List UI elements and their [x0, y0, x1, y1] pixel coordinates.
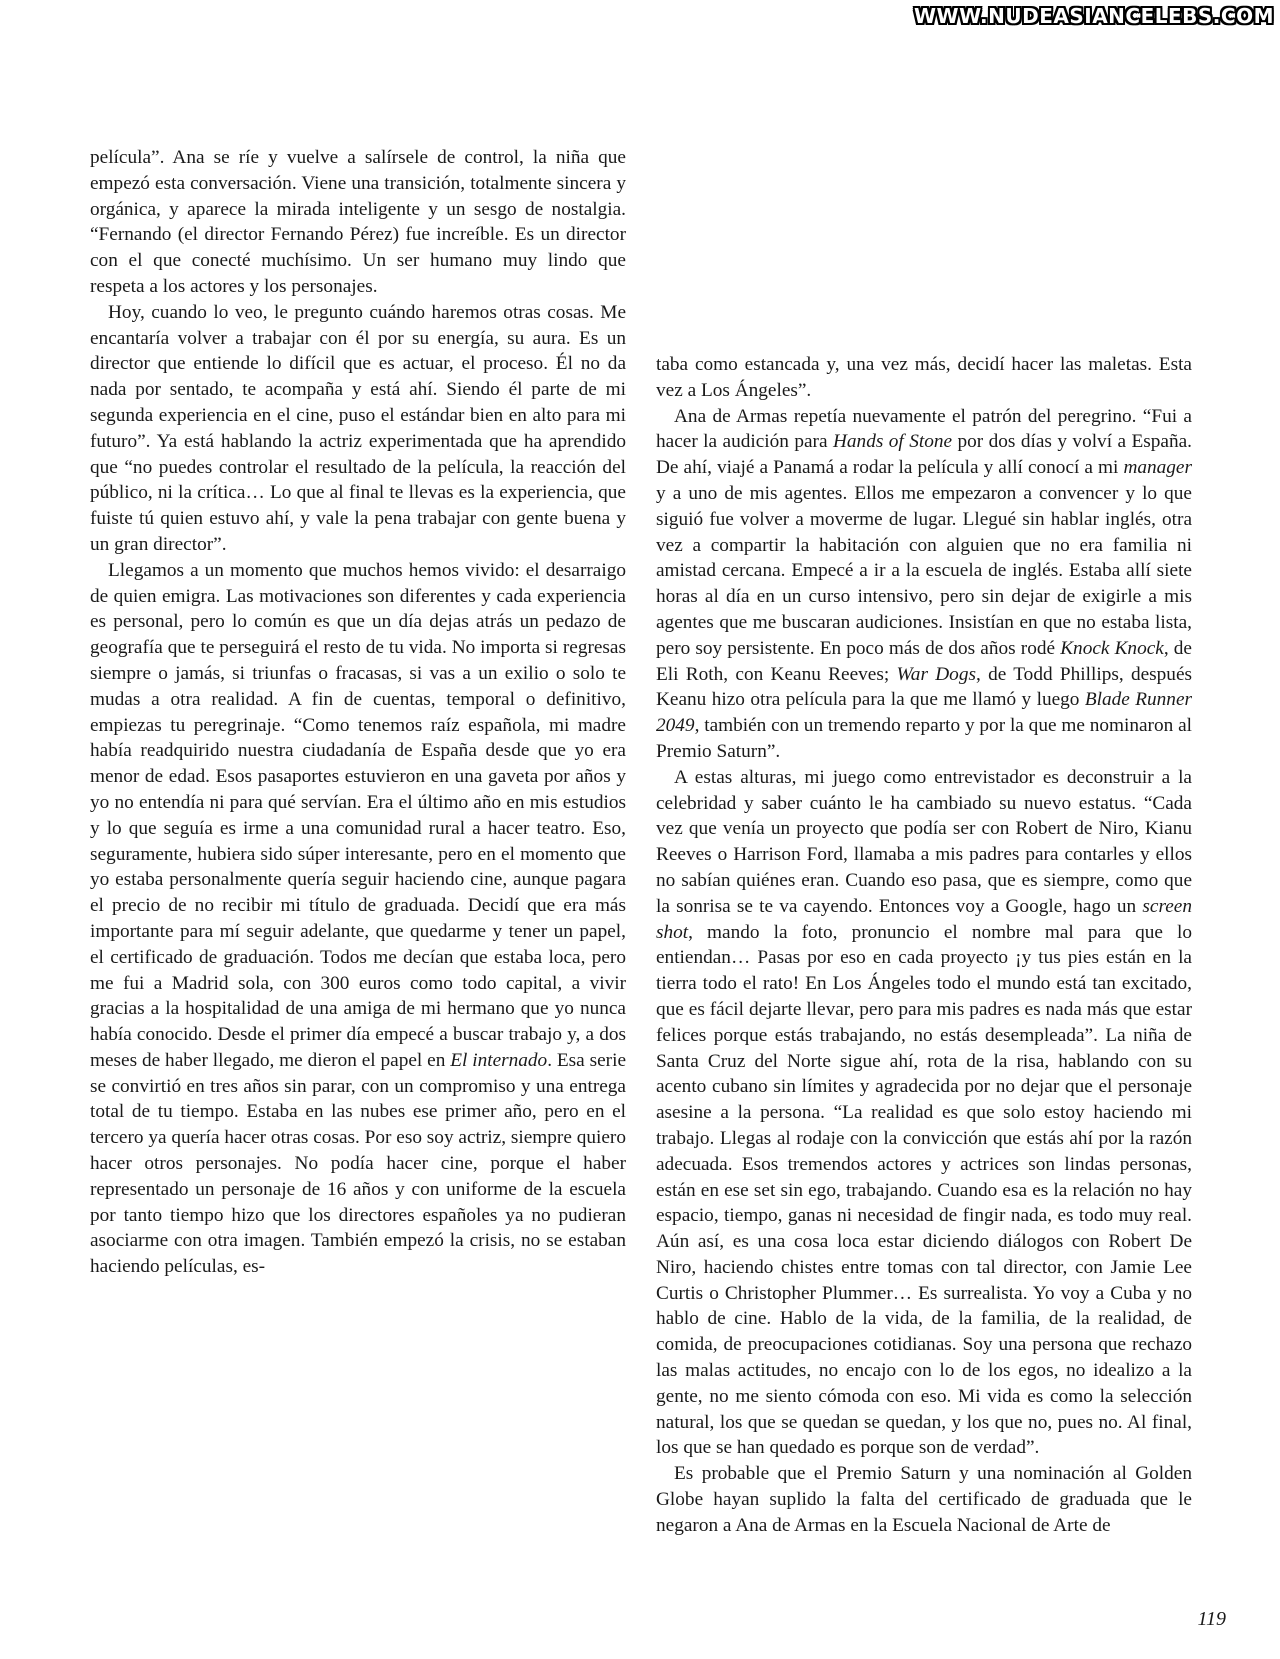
right-text-column [656, 352, 1192, 1539]
paragraph [90, 300, 626, 558]
left-text-column [90, 145, 626, 1280]
paragraph [656, 765, 1192, 1462]
italic-title: Hands of Stone [832, 431, 953, 453]
paragraph [656, 1461, 1192, 1538]
page-number: 119 [1197, 1608, 1226, 1630]
text-run: Llegamos a un momento que muchos hemos vivido: el desarraigo de quien emigra. Las motivaciones son diferentes y cada experiencia es personal, pero lo común es que un día dejas atrás un pedazo de geografía que te perseguirá el resto de tu vida. No importa si regresas siempre o jamás, si triunfas o fracasas, si vas a un exilio o solo te mudas a otra realidad. A fin de cuentas, temporal o definitivo, empiezas tu peregrinaje. “Como tenemos raíz española, mi madre había readquirido nuestra ciudadanía de España desde que yo era menor de edad. Esos pasaportes estuvieron en una gaveta por años y yo no entendía ni para qué servían. Era el último año en mis estudios y lo que seguía es irme a una comunidad rural a hacer teatro. Eso, seguramente, hubiera sido súper interesante, pero en el momento que yo estaba personalmente quería seguir haciendo cine, aunque pagara el precio de no recibir mi título de graduada. Decidí que era más importante para mí seguir adelante, que quedarme y tener un papel, el certificado de graduación. Todos me decían que estaba loca, pero me fui a Madrid sola, con 300 euros como todo capital, a vivir gracias a la hospitalidad de una amiga de mi hermano que yo nunca había conocido. Desde el primer día empecé a buscar trabajo y, a dos meses de haber llegado, me dieron el papel en [90, 559, 626, 1071]
text-run: , de Eli Roth, con Keanu Reeves; [656, 637, 1192, 685]
text-run: , mando la foto, pronuncio el nombre mal para que lo entiendan… Pasas por eso en cada proyecto ¡y tus pies están en la tierra todo el rato! En Los Ángeles todo el mundo está tan excitado, que es fácil dejarte llevar, pero para mis padres es nada más que estar felices porque estás trabajando, no estás desempleada”. La niña de Santa Cruz del Norte sigue ahí, rota de la risa, hablando con su acento cubano sin límites y agradecida por no dejar que el personaje asesine a la persona. “La realidad es que solo estoy haciendo mi trabajo. Llegas al rodaje con la convicción que estás ahí por la razón adecuada. Esos tremendos actores y actrices son lindas personas, están en ese set sin ego, trabajando. Cuando esa es la relación no hay espacio, tiempo, ganas ni necesidad de fingir nada, es todo muy real. Aún así, es una cosa loca estar diciendo diálogos con Robert De Niro, haciendo chistes entre tomas con tal director, con Jamie Lee Curtis o Christopher Plummer… Es surrealista. Yo voy a Cuba y no hablo de cine. Hablo de la vida, de la familia, de la realidad, de comida, de preocupaciones cotidianas. Soy una persona que rechazo las malas actitudes, no encajo con lo de los egos, no idealizo a la gente, no me siento cómoda con eso. Mi vida es como la selección natural, los que se quedan se quedan, y los que no, pues no. Al final, los que se han quedado es porque son de verdad”. [656, 921, 1192, 1459]
italic-title: El internado [450, 1049, 548, 1071]
text-run: , también con un tremendo reparto y por la que me nominaron al Premio Saturn”. [656, 715, 1192, 762]
text-run: taba como estancada y, una vez más, decidí hacer las maletas. Esta vez a Los Ángeles”. [656, 354, 1192, 401]
text-run: por dos días y volví a España. De ahí, viajé a Panamá a rodar la película y allí conocí a mi [656, 431, 1192, 479]
paragraph [656, 352, 1192, 404]
text-run: película”. Ana se ríe y vuelve a salírsele de control, la niña que empezó esta conversación. Viene una transición, totalmente sincera y orgánica, y aparece la mirada inteligente y un sesgo de nostalgia. “Fernando (el director Fernando Pérez) fue increíble. Es un director con el que conecté muchísimo. Un ser humano muy lindo que respeta a los actores y los personajes. [90, 147, 626, 297]
text-run: Hoy, cuando lo veo, le pregunto cuándo haremos otras cosas. Me encantaría volver a trabajar con él por su energía, su aura. Es un director que entiende lo difícil que es actuar, el proceso. Él no da nada por sentado, te acompaña y está ahí. Siendo él parte de mi segunda experiencia en el cine, puso el estándar bien en alto para mi futuro”. Ya está hablando la actriz experimentada que ha aprendido que “no puedes controlar el resultado de la película, la reacción del público, ni la crítica… Lo que al final te llevas es la experiencia, que fuiste tú quien estuvo ahí, y vale la pena trabajar con gente buena y un gran director”. [90, 301, 626, 555]
text-run: A estas alturas, mi juego como entrevistador es deconstruir a la celebridad y saber cuánto le ha cambiado su nuevo estatus. “Cada vez que venía un proyecto que podía ser con Robert de Niro, Kianu Reeves o Harrison Ford, llamaba a mis padres para contarles y ellos no sabían quiénes eran. Cuando eso pasa, que es siempre, como que la sonrisa se te va cayendo. Entonces voy a Google, hago un [656, 766, 1192, 917]
paragraph [90, 558, 626, 1280]
paragraph [656, 404, 1192, 765]
italic-word: manager [1123, 457, 1192, 479]
text-run: y a uno de mis agentes. Ellos me empezaron a convencer y lo que siguió fue volver a moverme de lugar. Llegué sin hablar inglés, otra vez a compartir la habitación con alguien que no era familia ni amistad cercana. Empecé a ir a la escuela de inglés. Estaba allí siete horas al día en un curso intensivo, pero sin dejar de exigirle a mis agentes que me buscaran audiciones. Insistían en que no estaba lista, pero soy persistente. En poco más de dos años rodé [656, 482, 1192, 659]
italic-title: Blade Runner 2049 [656, 689, 1192, 737]
italic-title: War Dogs [896, 663, 976, 685]
italic-title: Knock Knock [1060, 637, 1164, 659]
italic-word: screen shot [656, 895, 1192, 943]
paragraph [90, 145, 626, 300]
watermark-text: WWW.NUDEASIANCELEBS.COM [913, 4, 1274, 28]
text-run: . Esa serie se convirtió en tres años sin parar, con un compromiso y una entrega total de tu tiempo. Estaba en las nubes ese primer año, pero en el tercero ya quería hacer otras cosas. Por eso soy actriz, siempre quiero hacer otros personajes. No podía hacer cine, porque el haber representado un personaje de 16 años y con uniforme de la escuela por tanto tiempo hizo que los directores españoles ya no pudieran asociarme con otra imagen. También empezó la crisis, no se estaban haciendo películas, es- [90, 1049, 626, 1278]
text-run: Es probable que el Premio Saturn y una nominación al Golden Globe hayan suplido la falta del certificado de graduada que le negaron a Ana de Armas en la Escuela Nacional de Arte de [656, 1463, 1192, 1536]
text-run: , de Todd Phillips, después Keanu hizo otra película para la que me llamó y luego [656, 663, 1192, 711]
text-run: Ana de Armas repetía nuevamente el patrón del peregrino. “Fui a hacer la audición para [656, 405, 1192, 453]
